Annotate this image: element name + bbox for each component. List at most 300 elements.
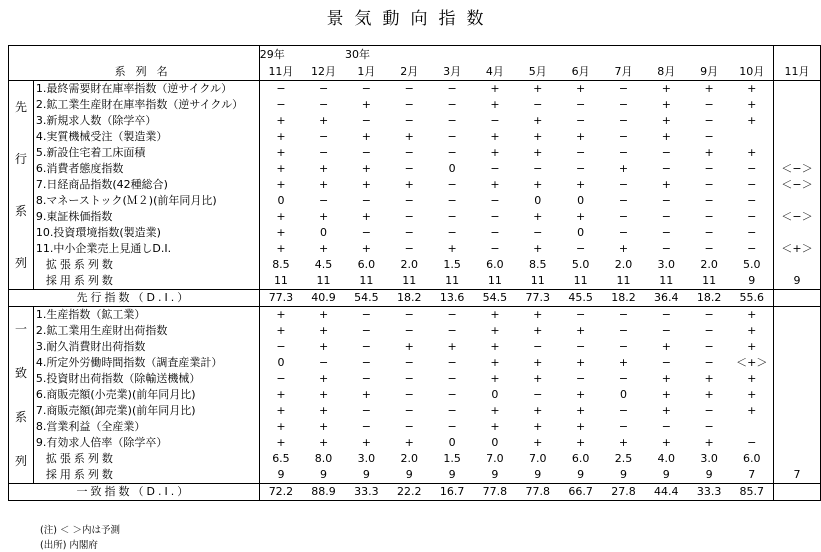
table-row [9,339,821,355]
group-char: 列 [14,256,27,270]
series-name: 7.日経商品指数(42種総合) [33,177,259,193]
header-year-row [9,46,821,64]
sign-cell: + [361,242,371,255]
adopted-count-value: 9 [577,468,585,481]
adopted-count-value: 11 [402,274,417,287]
sign-cell: + [576,356,586,369]
sign-cell: + [533,178,543,191]
sign-cell: 0 [491,436,499,449]
sign-cell: − [661,308,671,321]
sign-cell: + [661,404,671,417]
group-char: 先 [14,100,27,114]
sign-cell: − [618,324,629,337]
sign-cell: − [404,242,414,255]
sign-cell: − [361,404,371,417]
expanded-count-value: 6.0 [486,258,504,271]
sign-cell: + [576,420,586,433]
forecast-cell [773,193,820,209]
forecast-cell [773,371,820,387]
month-header-last: 11月 [773,63,820,81]
sign-cell: + [361,210,371,223]
sign-cell: − [704,340,714,353]
sign-cell: − [618,420,629,433]
expanded-count-label: 拡張系列数 [33,451,259,467]
sign-cell: − [747,436,757,449]
month-header: 12月 [302,63,345,81]
sign-cell: − [490,194,500,207]
sign-cell: − [704,404,714,417]
table-row [9,129,821,145]
sign-cell: − [447,82,457,95]
sign-cell: − [661,242,671,255]
coincident-group-label [9,307,34,484]
sign-cell: + [576,82,586,95]
forecast-cell [773,339,820,355]
sign-cell: + [661,372,671,385]
sign-cell: − [490,226,500,239]
sign-cell: + [576,404,586,417]
sign-cell: − [747,210,757,223]
sign-cell: − [404,308,414,321]
sign-cell: − [661,420,671,433]
sign-cell: + [276,178,286,191]
sign-cell: − [704,114,714,127]
sign-cell: − [618,82,629,95]
sign-cell: + [661,130,671,143]
source-text: (出所) 内閣府 [40,540,98,551]
month-header: 3月 [431,63,474,81]
series-name: 4.所定外労働時間指数（調査産業計） [33,355,259,371]
di-value: 77.8 [474,484,517,501]
di-value: 72.2 [259,484,302,501]
month-header: 1月 [345,63,388,81]
adopted-count-value: 9 [705,468,713,481]
sign-cell: − [404,146,414,159]
sign-cell: − [490,210,500,223]
sign-cell: + [490,324,500,337]
month-header: 6月 [559,63,602,81]
leading-group-label [9,81,34,290]
forecast-cell [773,355,820,371]
sign-cell: + [747,404,757,417]
sign-cell: + [533,242,543,255]
sign-cell: − [404,210,414,223]
expanded-count-value: 4.5 [314,258,333,271]
sign-cell: + [318,324,329,337]
sign-cell: − [404,420,414,433]
sign-cell: + [704,436,714,449]
sign-cell: − [361,82,371,95]
di-last [773,484,820,501]
sign-cell: − [661,194,671,207]
sign-cell: − [447,98,457,111]
adopted-count-label: 採用系列数 [33,273,259,290]
sign-cell: + [747,372,757,385]
month-header: 4月 [474,63,517,81]
sign-cell: + [618,436,629,449]
sign-cell [731,419,774,435]
expanded-count-last [773,257,820,273]
expanded-count-value: 2.0 [614,258,633,271]
sign-cell: + [276,404,286,417]
sign-cell: 0 [577,226,585,239]
sign-cell: − [404,324,414,337]
series-name: 3.新規求人数（除学卒） [33,113,259,129]
sign-cell: − [533,98,543,111]
sign-cell: + [490,420,500,433]
sign-cell: + [490,82,500,95]
adopted-count-value: 9 [619,468,627,481]
expanded-count-label: 拡張系列数 [33,257,259,273]
table-row [9,193,821,209]
month-header: 8月 [645,63,688,81]
sign-cell: − [447,114,457,127]
adopted-count-value: 9 [748,274,756,287]
expanded-count-value: 4.0 [657,452,676,465]
group-char: 致 [14,366,27,380]
sign-cell: + [704,372,714,385]
di-value: 77.3 [516,290,559,307]
sign-cell: − [447,372,457,385]
adopted-count-label: 採用系列数 [33,467,259,484]
sign-cell: + [276,436,286,449]
sign-cell: 0 [619,388,627,401]
sign-cell: + [533,210,543,223]
di-label: 一致指数（D.I.） [9,484,260,501]
forecast-cell [773,387,820,403]
sign-cell: − [704,194,714,207]
expanded-count-value: 8.0 [314,452,333,465]
sign-cell: − [318,82,329,95]
page-title: 景気動向指数 [326,9,495,29]
table-row [9,81,821,98]
sign-cell: − [361,194,371,207]
sign-cell: − [618,114,629,127]
di-label: 先行指数（D.I.） [9,290,260,307]
sign-cell: − [361,372,371,385]
expanded-count-value: 5.0 [743,258,761,271]
sign-cell: + [276,308,286,321]
forecast-cell [773,307,820,324]
sign-cell: − [447,130,457,143]
sign-cell: − [661,146,671,159]
sign-cell: − [576,146,586,159]
forecast-cell: ＜−＞ [773,209,820,225]
sign-cell: 0 [534,194,542,207]
expanded-count-value: 8.5 [272,258,290,271]
sign-cell: + [747,98,757,111]
table-row [9,435,821,451]
adopted-count-value: 7 [748,468,756,481]
series-name: 9.有効求人倍率（除学卒） [33,435,259,451]
sign-cell: − [404,226,414,239]
sign-cell: + [404,436,414,449]
sign-cell: − [618,98,629,111]
di-value: 54.5 [474,290,517,307]
indicator-table [8,45,821,501]
sign-cell: + [318,114,329,127]
sign-cell: − [704,130,714,143]
expanded-count-value: 2.0 [400,258,418,271]
table-row [9,307,821,324]
coincident-di-row [9,484,821,501]
sign-cell: − [704,98,714,111]
series-name: 11.中小企業売上見通しD.I. [33,241,259,257]
sign-cell: + [276,324,286,337]
sign-cell: − [447,178,457,191]
sign-cell: + [747,308,757,321]
forecast-cell [773,81,820,98]
sign-cell: + [318,242,329,255]
di-value: 16.7 [431,484,474,501]
series-name: 1.最終需要財在庫率指数（逆サイクル） [33,81,259,98]
table-row [9,113,821,129]
sign-cell: − [404,82,414,95]
sign-cell: + [276,210,286,223]
adopted-count-row [9,273,821,290]
series-name: 3.耐久消費財出荷指数 [33,339,259,355]
adopted-count-value: 9 [277,468,285,481]
sign-cell: + [404,178,414,191]
sign-cell: − [276,82,286,95]
sign-cell: + [661,82,671,95]
sign-cell: 0 [577,194,585,207]
sign-cell: + [490,356,500,369]
sign-cell: − [404,194,414,207]
adopted-count-row [9,467,821,484]
sign-cell: + [533,114,543,127]
sign-cell: + [704,146,714,159]
sign-cell: − [661,226,671,239]
series-name: 7.商販売額(卸売業)(前年同月比) [33,403,259,419]
sign-cell: + [490,146,500,159]
table-row [9,145,821,161]
sign-cell: + [276,130,286,143]
sign-cell: + [318,178,329,191]
di-value: 88.9 [302,484,345,501]
sign-cell: + [618,356,629,369]
adopted-count-value: 11 [616,274,631,287]
sign-cell: − [576,372,586,385]
sign-cell: + [361,388,371,401]
sign-cell: + [490,178,500,191]
sign-cell: + [318,388,329,401]
adopted-count-value: 9 [362,468,370,481]
di-value: 85.7 [731,484,774,501]
sign-cell: − [576,308,586,321]
di-value: 66.7 [559,484,602,501]
adopted-count-value: 11 [702,274,717,287]
sign-cell: − [276,340,286,353]
expanded-count-value: 7.0 [529,452,547,465]
sign-cell: − [447,356,457,369]
adopted-count-value: 11 [530,274,545,287]
adopted-count-value: 9 [448,468,456,481]
forecast-cell [773,129,820,145]
sign-cell: + [661,178,671,191]
sign-cell: − [747,194,757,207]
sign-cell: + [318,210,329,223]
expanded-count-value: 1.5 [443,452,461,465]
sign-cell: − [447,194,457,207]
di-value: 13.6 [431,290,474,307]
group-char: 列 [14,454,27,468]
series-name: 1.生産指数（鉱工業） [33,307,259,324]
sign-cell: − [576,98,586,111]
sign-cell: 0 [448,436,456,449]
series-name: 8.マネーストック(Ｍ２)(前年同月比) [33,193,259,209]
sign-cell: + [318,404,329,417]
expanded-count-value: 6.0 [743,452,761,465]
table-row [9,323,821,339]
sign-cell: + [661,340,671,353]
forecast-cell [773,323,820,339]
sign-cell: 0 [277,194,285,207]
sign-cell: + [704,82,714,95]
sign-cell: + [533,420,543,433]
expanded-count-value: 3.0 [357,452,376,465]
sign-cell: + [276,242,286,255]
sign-cell: + [533,324,543,337]
di-value: 36.4 [645,290,688,307]
sign-cell: − [576,242,586,255]
expanded-count-value: 1.5 [443,258,461,271]
sign-cell: ＜+＞ [736,356,768,369]
di-value: 27.8 [602,484,645,501]
sign-cell: + [490,404,500,417]
sign-cell: + [318,436,329,449]
sign-cell: − [747,226,757,239]
expanded-count-row [9,451,821,467]
table-row [9,371,821,387]
expanded-count-value: 5.0 [571,258,590,271]
sign-cell: − [576,114,586,127]
table-row [9,355,821,371]
sign-cell: − [618,178,629,191]
table-row [9,387,821,403]
sign-cell: + [533,372,543,385]
sign-cell: + [276,226,286,239]
di-value: 33.3 [688,484,731,501]
sign-cell: − [661,210,671,223]
series-name: 2.鉱工業生産財在庫率指数（逆サイクル） [33,97,259,113]
series-name: 4.実質機械受注（製造業） [33,129,259,145]
series-name: 2.鉱工業用生産財出荷指数 [33,323,259,339]
table-row [9,419,821,435]
expanded-count-row [9,257,821,273]
adopted-count-value: 9 [534,468,542,481]
expanded-count-value: 3.0 [700,452,718,465]
sign-cell: + [490,130,500,143]
sign-cell: + [361,436,371,449]
expanded-count-value: 6.5 [272,452,290,465]
adopted-count-value: 11 [316,274,331,287]
forecast-cell [773,97,820,113]
sign-cell: + [747,388,757,401]
sign-cell: + [661,436,671,449]
sign-cell: + [318,162,329,175]
sign-cell: − [618,372,629,385]
sign-cell: − [533,226,543,239]
forecast-cell [773,403,820,419]
sign-cell: + [447,340,457,353]
sign-cell: − [533,340,543,353]
adopted-count-value: 9 [491,468,499,481]
sign-cell: − [618,404,629,417]
sign-cell: + [361,130,371,143]
sign-cell: + [747,114,757,127]
sign-cell: − [404,114,414,127]
year-label-30: 30年 [345,46,388,64]
di-value: 77.3 [259,290,302,307]
sign-cell: − [618,130,629,143]
sign-cell: + [318,308,329,321]
sign-cell: − [361,308,371,321]
sign-cell: + [276,114,286,127]
table-row [9,97,821,113]
sign-cell: + [533,82,543,95]
sign-cell: − [533,388,543,401]
expanded-count-value: 6.0 [571,452,590,465]
sign-cell: + [576,436,586,449]
sign-cell: − [447,210,457,223]
sign-cell: + [576,388,586,401]
sign-cell: 0 [448,162,456,175]
series-name: 9.東証株価指数 [33,209,259,225]
di-value: 18.2 [388,290,431,307]
sign-cell: − [490,242,500,255]
di-value: 54.5 [345,290,388,307]
sign-cell: 0 [491,388,499,401]
month-header: 7月 [602,63,645,81]
sign-cell: − [661,162,671,175]
sign-cell: + [618,242,629,255]
expanded-count-value: 2.5 [614,452,633,465]
sign-cell: + [276,146,286,159]
sign-cell: − [704,420,714,433]
adopted-count-value: 11 [573,274,588,287]
di-last [773,290,820,307]
sign-cell: − [704,178,714,191]
header-month-row [9,63,821,81]
sign-cell: − [704,324,714,337]
sign-cell: 0 [277,356,285,369]
sign-cell: + [576,130,586,143]
sign-cell: + [661,388,671,401]
sign-cell: − [704,162,714,175]
sign-cell: − [704,356,714,369]
month-header: 5月 [516,63,559,81]
forecast-cell: ＜−＞ [773,177,820,193]
series-name: 6.商販売額(小売業)(前年同月比) [33,387,259,403]
sign-cell: + [747,146,757,159]
sign-cell: − [747,162,757,175]
sign-cell: + [618,162,629,175]
sign-cell: + [533,404,543,417]
sign-cell: − [404,372,414,385]
sign-cell: + [747,82,757,95]
sign-cell: − [704,242,714,255]
sign-cell: + [576,210,586,223]
sign-cell: + [361,98,371,111]
sign-cell: − [404,356,414,369]
sign-cell: − [661,324,671,337]
series-name: 8.営業利益（全産業） [33,419,259,435]
sign-cell: + [318,372,329,385]
sign-cell [731,129,774,145]
sign-cell: − [447,146,457,159]
sign-cell: − [361,356,371,369]
